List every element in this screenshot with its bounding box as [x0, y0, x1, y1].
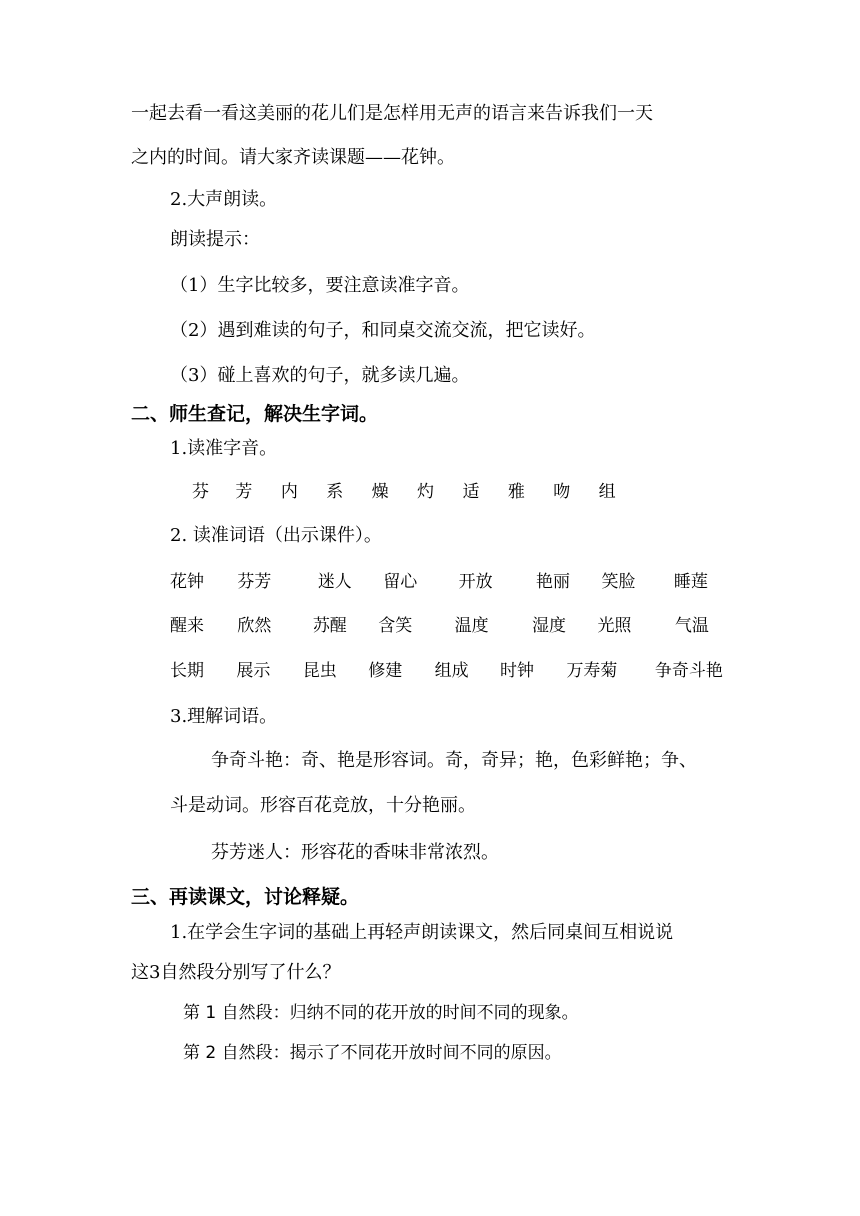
vocab-item: 芬芳	[237, 572, 272, 592]
char-item: 吻	[553, 482, 571, 502]
vocab-item: 争奇斗艳	[654, 661, 723, 681]
vocab-item: 光照	[597, 616, 632, 636]
char-item: 芬	[192, 482, 209, 502]
char-item: 芳	[235, 482, 253, 502]
vocab-item: 睡莲	[673, 572, 708, 592]
paragraph-summary: 第 2 自然段：揭示了不同花开放时间不同的原因。	[183, 1043, 562, 1063]
definition-text: 斗是动词。形容百花竞放，十分艳丽。	[170, 795, 476, 816]
vocab-item: 醒来	[170, 616, 204, 636]
reading-tips-label: 朗读提示：	[170, 229, 260, 250]
vocab-item: 修建	[368, 661, 403, 681]
vocab-item: 时钟	[500, 661, 535, 681]
tip-item: （2）遇到难读的句子，和同桌交流交流，把它读好。	[170, 320, 596, 341]
text-line: 之内的时间。请大家齐读课题——花钟。	[131, 147, 455, 168]
char-item: 燥	[371, 482, 389, 502]
tip-item: （1）生字比较多，要注意读准字音。	[170, 275, 470, 296]
char-item: 内	[280, 482, 298, 502]
section-heading: 二、师生查记，解决生字词。	[131, 403, 379, 425]
vocab-row	[170, 658, 723, 684]
tip-item: （3）碰上喜欢的句子，就多读几遍。	[170, 365, 470, 386]
vocab-item: 组成	[434, 661, 469, 681]
step-heading: 3.理解词语。	[170, 706, 278, 727]
vocab-item: 欣然	[237, 616, 272, 636]
vocab-item: 艳丽	[536, 572, 571, 592]
paragraph-summary: 第 1 自然段：归纳不同的花开放的时间不同的现象。	[183, 1003, 579, 1023]
vocab-item: 温度	[454, 616, 489, 636]
step-heading: 2. 读准词语（出示课件）。	[170, 525, 382, 546]
vocab-row	[170, 613, 709, 639]
vocab-item: 气温	[674, 616, 709, 636]
section-heading: 三、再读课文，讨论释疑。	[131, 886, 360, 908]
char-item: 灼	[417, 482, 435, 502]
vocab-item: 昆虫	[302, 661, 337, 681]
char-item: 系	[326, 482, 344, 502]
definition-text: 争奇斗艳：奇、艳是形容词。奇，奇异；艳，色彩鲜艳；争、	[211, 750, 697, 771]
vocab-item: 花钟	[170, 572, 204, 592]
vocab-item: 留心	[383, 572, 418, 592]
vocab-item: 展示	[236, 661, 271, 681]
text-line: 一起去看一看这美丽的花儿们是怎样用无声的语言来告诉我们一天	[131, 103, 653, 124]
char-item: 雅	[507, 482, 525, 502]
vocab-item: 开放	[458, 572, 493, 592]
vocab-item: 苏醒	[312, 616, 347, 636]
step-heading: 1.读准字音。	[170, 438, 278, 459]
definition-text: 芬芳迷人：形容花的香味非常浓烈。	[211, 842, 499, 863]
vocab-item: 湿度	[532, 616, 567, 636]
vocab-item: 笑脸	[601, 572, 636, 592]
char-item: 组	[598, 482, 616, 502]
vocab-item: 含笑	[378, 616, 413, 636]
step-heading: 2.大声朗读。	[170, 189, 278, 210]
vocab-item: 迷人	[317, 572, 352, 592]
text-line: 这3自然段分别写了什么？	[131, 962, 341, 983]
text-line: 1.在学会生字词的基础上再轻声朗读课文，然后同桌间互相说说	[170, 922, 674, 943]
char-item: 适	[462, 482, 480, 502]
vocab-row	[170, 569, 708, 595]
vocab-item: 万寿菊	[566, 661, 618, 681]
new-characters-row	[192, 479, 616, 505]
vocab-item: 长期	[170, 661, 204, 681]
